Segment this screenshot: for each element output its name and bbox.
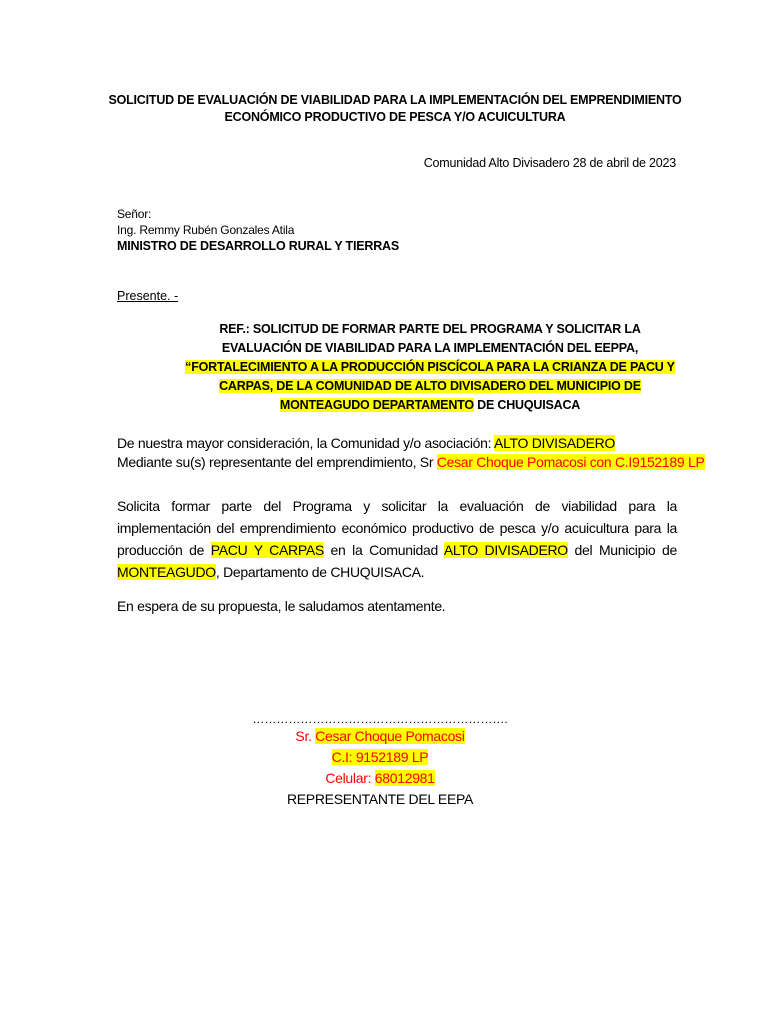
signature-name-line <box>180 726 580 747</box>
species-highlight: PACU Y CARPAS <box>210 542 324 558</box>
signature-phone-label: Celular: <box>325 770 375 786</box>
document-title <box>100 92 690 126</box>
signature-line: ………………………………………………………. <box>252 712 508 726</box>
reference-block <box>180 320 680 415</box>
signature-name: Cesar Choque Pomacosi <box>315 728 465 744</box>
signature-phone: 68012981 <box>374 770 435 786</box>
greeting-text-2: Mediante su(s) representante del emprendimiento, Sr <box>117 454 437 470</box>
signature-role: REPRESENTANTE DEL EEPA <box>286 791 474 807</box>
recipient-name: Ing. Remmy Rubén Gonzales Atila <box>117 223 295 237</box>
reference-prefix: REF.: SOLICITUD DE FORMAR PARTE DEL PROGRAMA Y SOLICITAR LA EVALUACIÓN DE VIABILIDAD PARA LA IMPLEMENTACIÓN DEL EEPPA, <box>219 322 641 355</box>
request-text-2: en la Comunidad <box>323 542 444 558</box>
signature-ci-line <box>180 747 580 768</box>
request-text-3: del Municipio de <box>567 542 677 558</box>
signature-ci: C.I: 9152189 LP <box>331 749 429 765</box>
reference-highlight: “FORTALECIMIENTO A LA PRODUCCIÓN PISCÍCOLA PARA LA CRIANZA DE PACU Y CARPAS, DE LA COMUNIDAD DE ALTO DIVISADERO DEL MUNICIPIO DE MONTEAGUDO DEPARTAMENTO <box>185 360 675 412</box>
representative-highlight: Cesar Choque Pomacosi con C.I9152189 LP <box>436 454 705 470</box>
municipality-highlight: MONTEAGUDO <box>117 564 216 580</box>
reference-suffix: DE CHUQUISACA <box>473 398 581 412</box>
community-highlight-2: ALTO DIVISADERO <box>443 542 568 558</box>
paragraph-greeting <box>117 434 705 472</box>
recipient-block <box>117 206 399 254</box>
title-line-1: SOLICITUD DE EVALUACIÓN DE VIABILIDAD PARA LA IMPLEMENTACIÓN DEL EMPRENDIMIENTO <box>108 93 682 107</box>
request-text-1: Solicita formar parte del Programa y solicitar la evaluación de viabilidad para la implementación del emprendimiento económico productivo de pesca y/o acuicultura para la producción de <box>117 498 677 558</box>
date-line: Comunidad Alto Divisadero 28 de abril de 2023 <box>423 156 676 170</box>
signature-block <box>180 712 580 810</box>
community-highlight: ALTO DIVISADERO <box>494 435 616 451</box>
recipient-salutation: Señor: <box>117 207 152 221</box>
signature-phone-line <box>180 768 580 789</box>
request-text-4: , Departamento de CHUQUISACA. <box>215 564 425 580</box>
closing-line: En espera de su propuesta, le saludamos atentamente. <box>117 598 446 614</box>
recipient-office: MINISTRO DE DESARROLLO RURAL Y TIERRAS <box>117 239 400 253</box>
paragraph-request <box>117 495 677 583</box>
title-line-2: ECONÓMICO PRODUCTIVO DE PESCA Y/O ACUICULTURA <box>224 110 566 124</box>
signature-name-prefix: Sr. <box>295 728 316 744</box>
greeting-line-2 <box>117 453 705 472</box>
greeting-text-1: De nuestra mayor consideración, la Comunidad y/o asociación: <box>117 435 495 451</box>
presente-line: Presente. - <box>117 289 179 303</box>
greeting-line-1 <box>117 434 705 453</box>
